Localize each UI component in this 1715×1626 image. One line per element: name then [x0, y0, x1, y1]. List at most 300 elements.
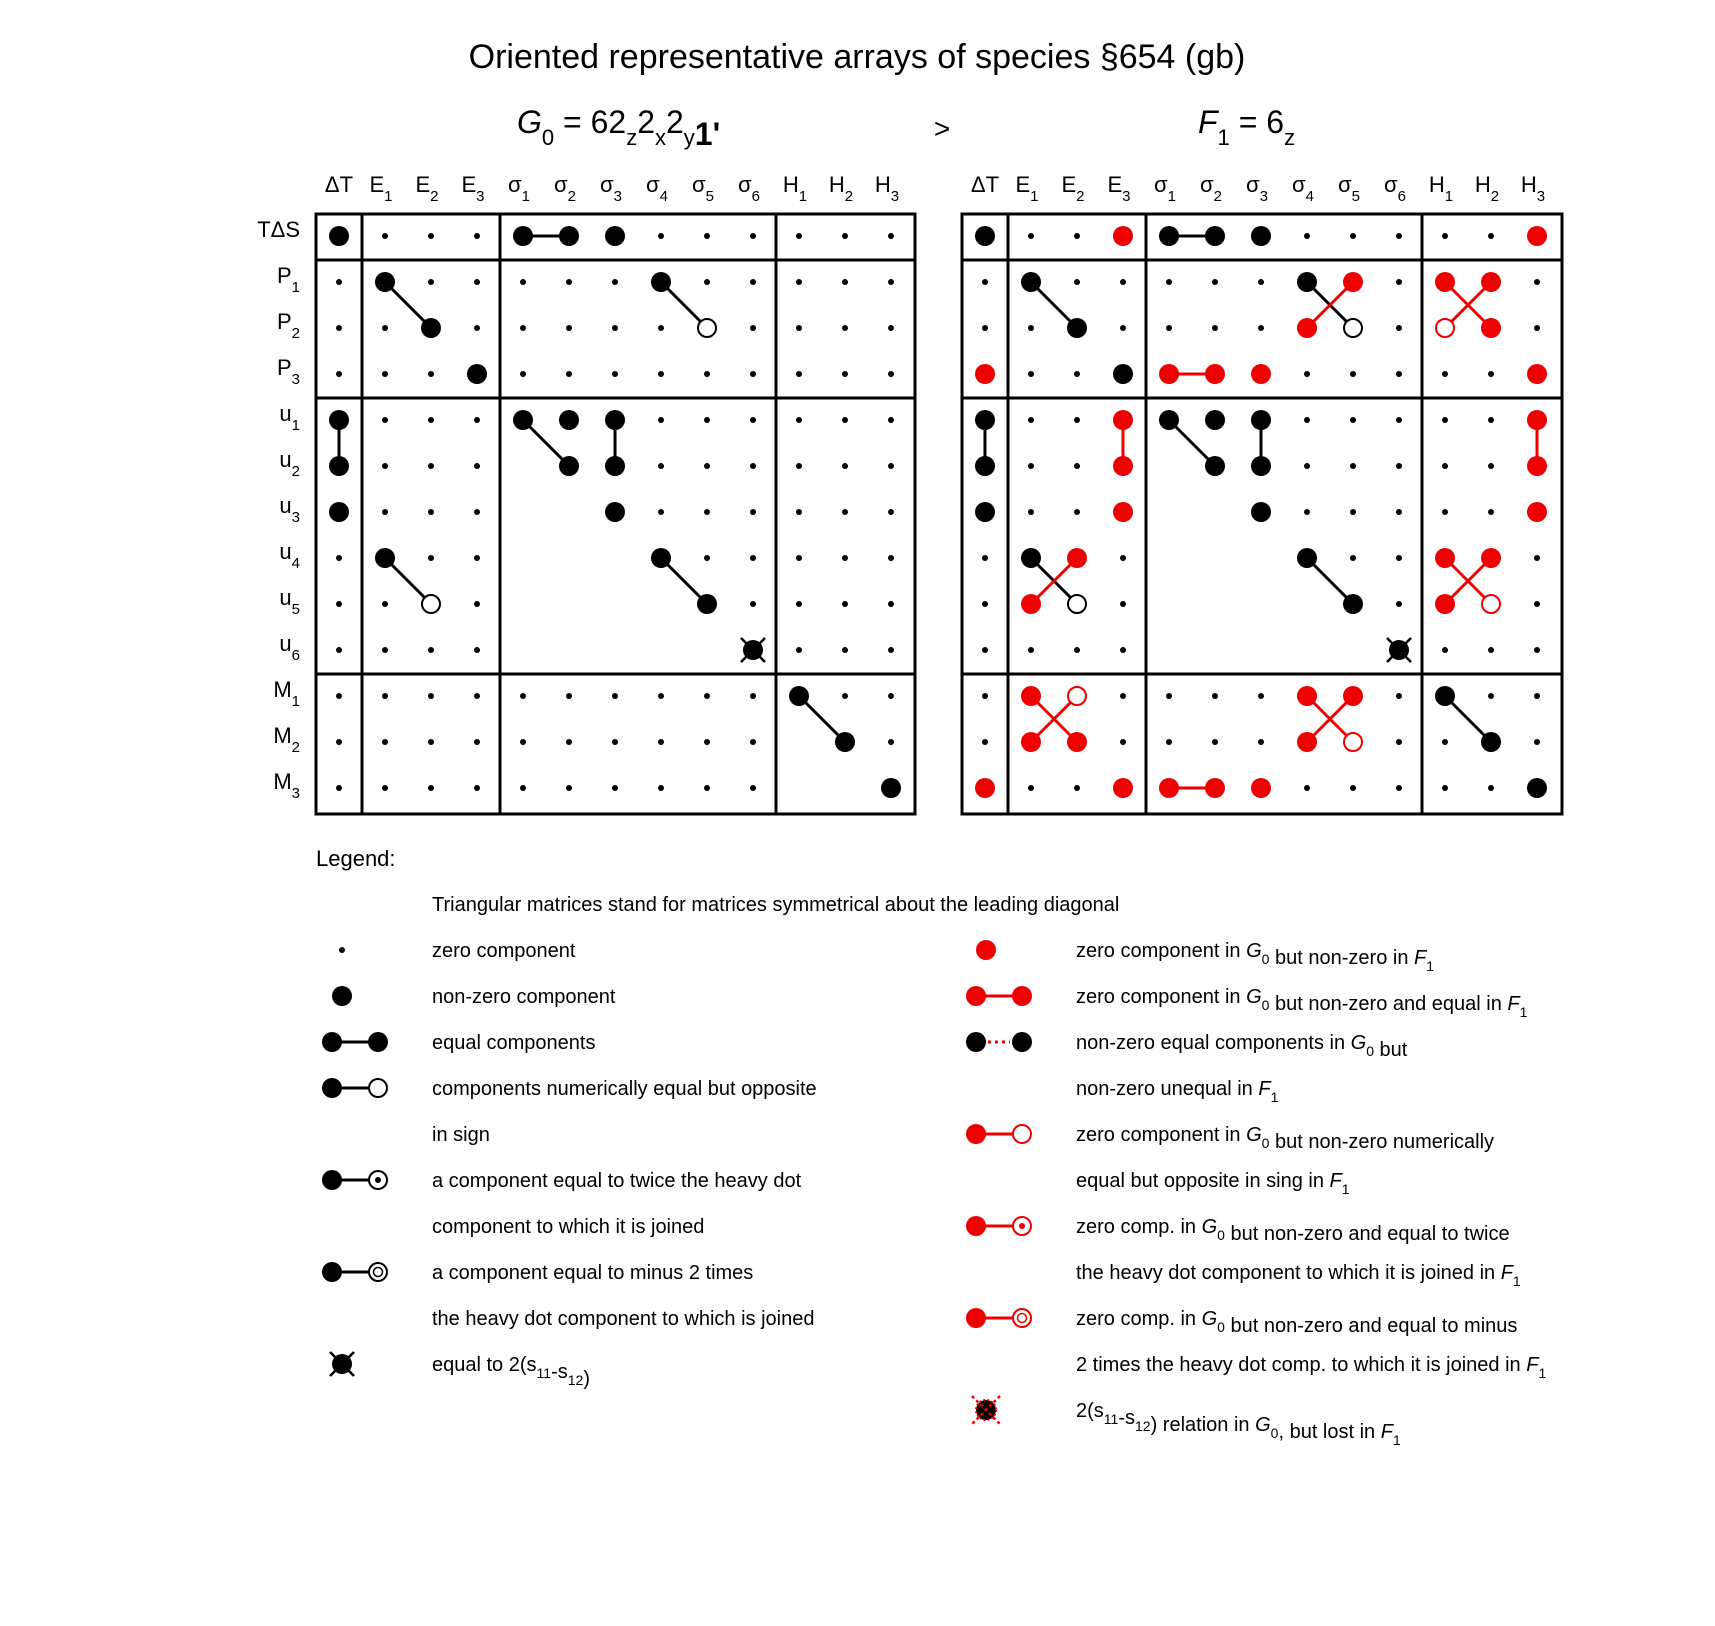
zero-dot — [474, 325, 480, 331]
zero-dot — [1074, 417, 1080, 423]
zero-dot — [982, 647, 988, 653]
nonzero-dot — [1159, 226, 1179, 246]
nonzero-dot — [1343, 594, 1363, 614]
zero-dot — [612, 371, 618, 377]
zero-dot — [428, 509, 434, 515]
nonzero-dot — [1435, 686, 1455, 706]
red-dot — [1021, 732, 1041, 752]
zero-dot — [1350, 463, 1356, 469]
zero-dot — [1534, 647, 1540, 653]
legend-text: zero comp. in $G_0$ but non-zero and equal to twice — [1076, 1216, 1510, 1245]
zero-dot — [842, 371, 848, 377]
legend-text: zero component in $G_0$ but non-zero and equal in $F_1$ — [1076, 986, 1528, 1020]
red-opposite-pair-symbol-end — [1013, 1125, 1031, 1143]
zero-dot — [1166, 279, 1172, 285]
nonzero-dot — [1251, 226, 1271, 246]
opposite-pair-symbol-head — [322, 1078, 342, 1098]
zero-dot — [1350, 785, 1356, 791]
legend-text: equal but opposite in sing in $F_1$ — [1076, 1170, 1350, 1197]
row-label: $M_1$ — [273, 677, 300, 710]
row-label: $P_1$ — [276, 263, 300, 296]
column-header: $E_2$ — [415, 172, 439, 205]
equal-pair-symbol-end — [368, 1032, 388, 1052]
zero-dot — [1350, 509, 1356, 515]
nonzero-dot — [329, 226, 349, 246]
zero-dot — [1212, 739, 1218, 745]
red-dot — [1343, 272, 1363, 292]
red-dot — [1297, 732, 1317, 752]
zero-dot — [750, 463, 756, 469]
zero-dot — [796, 233, 802, 239]
column-header: $E_2$ — [1061, 172, 1085, 205]
zero-dot — [474, 693, 480, 699]
zero-dot — [750, 555, 756, 561]
zero-dot — [888, 693, 894, 699]
red-dot — [1297, 686, 1317, 706]
zero-dot — [888, 279, 894, 285]
zero-dot — [1350, 417, 1356, 423]
nonzero-dot — [605, 502, 625, 522]
zero-dot — [750, 509, 756, 515]
minus-two-pair-symbol-ring — [374, 1268, 383, 1277]
zero-dot — [750, 785, 756, 791]
zero-dot — [520, 279, 526, 285]
red-dot — [1481, 318, 1501, 338]
column-header: $E_3$ — [461, 172, 485, 205]
zero-dot — [1120, 601, 1126, 607]
zero-dot — [1212, 279, 1218, 285]
legend-text: equal components — [432, 1032, 596, 1054]
legend-item — [322, 1170, 802, 1238]
zero-dot — [704, 463, 710, 469]
opposite-dot — [1068, 595, 1086, 613]
zero-dot — [1166, 693, 1172, 699]
zero-dot — [888, 233, 894, 239]
nonzero-dot — [1205, 456, 1225, 476]
right-matrix — [962, 172, 1562, 814]
zero-dot — [1028, 233, 1034, 239]
nonzero-dot — [1067, 318, 1087, 338]
zero-dot — [612, 279, 618, 285]
zero-dot — [842, 693, 848, 699]
zero-dot — [566, 279, 572, 285]
zero-dot — [1350, 371, 1356, 377]
column-header: $\sigma_1$ — [508, 172, 530, 205]
legend-item — [966, 1308, 1546, 1381]
zero-dot — [658, 371, 664, 377]
red-dot — [1527, 226, 1547, 246]
zero-dot — [474, 647, 480, 653]
zero-dot — [1442, 417, 1448, 423]
nonzero-dot — [329, 410, 349, 430]
legend-text: a component equal to minus 2 times — [432, 1262, 754, 1284]
legend-item — [339, 940, 576, 962]
zero-dot — [1120, 279, 1126, 285]
zero-dot — [1212, 693, 1218, 699]
red-minus-two-pair-symbol-ring — [1018, 1314, 1027, 1323]
zero-dot — [474, 417, 480, 423]
column-header: $E_3$ — [1107, 172, 1131, 205]
nonzero-dot — [975, 410, 995, 430]
zero-dot — [842, 463, 848, 469]
group-formula-text: $G_0 = 62_z2_x2_y1'$ — [517, 104, 721, 152]
zero-dot — [842, 279, 848, 285]
zero-dot — [982, 693, 988, 699]
zero-dot — [704, 739, 710, 745]
column-header: $H_2$ — [828, 172, 854, 205]
column-header: $\sigma_3$ — [1246, 172, 1268, 205]
nonzero-dot — [1021, 272, 1041, 292]
zero-dot — [1304, 509, 1310, 515]
zero-dot — [1074, 233, 1080, 239]
red-dot — [1527, 410, 1547, 430]
zero-dot — [888, 601, 894, 607]
zero-dot — [1488, 785, 1494, 791]
column-header: $\sigma_4$ — [646, 172, 668, 205]
red-dot — [1205, 778, 1225, 798]
zero-dot — [382, 739, 388, 745]
zero-dot — [428, 647, 434, 653]
zero-dot — [336, 601, 342, 607]
row-label: $u_2$ — [279, 447, 300, 480]
red-equal-pair-symbol-end — [1012, 986, 1032, 1006]
zero-dot — [1028, 647, 1034, 653]
legend-item — [322, 1032, 595, 1054]
group-formula-text: $F_1 = 6_z$ — [1198, 104, 1296, 150]
red-dot — [1021, 594, 1041, 614]
zero-dot — [1028, 371, 1034, 377]
column-header: $E_1$ — [1015, 172, 1039, 205]
zero-dot — [1350, 233, 1356, 239]
zero-dot — [888, 509, 894, 515]
zero-dot — [658, 233, 664, 239]
nonzero-dot — [975, 226, 995, 246]
nonzero-dot — [1251, 410, 1271, 430]
zero-dot — [1396, 325, 1402, 331]
column-header: $H_3$ — [1520, 172, 1546, 205]
diagram-title: Oriented representative arrays of species §654 (gb) — [468, 38, 1246, 76]
red-dot — [1527, 502, 1547, 522]
zero-dot — [1120, 739, 1126, 745]
zero-dot — [842, 555, 848, 561]
legend-text: equal to $2(s_{11}-s_{12})$ — [432, 1354, 590, 1390]
zero-dot — [1396, 739, 1402, 745]
equal-pair-symbol-head — [322, 1032, 342, 1052]
zero-dot — [1074, 785, 1080, 791]
zero-dot — [336, 325, 342, 331]
red-dot — [1435, 594, 1455, 614]
big-dot-symbol — [332, 986, 352, 1006]
zero-dot — [1028, 325, 1034, 331]
nonzero-dot — [1205, 226, 1225, 246]
zero-dot — [982, 739, 988, 745]
zero-dot — [382, 601, 388, 607]
legend-heading: Legend: — [316, 846, 396, 871]
zero-dot — [1396, 555, 1402, 561]
broken-pair-head — [966, 1032, 986, 1052]
zero-dot — [1534, 279, 1540, 285]
zero-dot — [520, 785, 526, 791]
nonzero-dot — [1021, 548, 1041, 568]
zero-dot — [428, 555, 434, 561]
relation-symbol: > — [933, 113, 951, 144]
legend-text: non-zero equal components in $G_0$ but — [1076, 1032, 1408, 1061]
zero-dot — [1028, 417, 1034, 423]
nonzero-dot — [789, 686, 809, 706]
legend-text: the heavy dot component to which it is joined in $F_1$ — [1076, 1262, 1521, 1289]
red-twice-pair-symbol-head — [966, 1216, 986, 1236]
column-header: $\sigma_6$ — [1384, 172, 1406, 205]
zero-dot — [566, 325, 572, 331]
zero-dot — [382, 371, 388, 377]
zero-dot — [704, 279, 710, 285]
red-opposite-dot — [1344, 733, 1362, 751]
red-dot — [1527, 364, 1547, 384]
twice-pair-symbol-head — [322, 1170, 342, 1190]
nonzero-dot — [835, 732, 855, 752]
zero-dot — [658, 785, 664, 791]
nonzero-dot — [1527, 778, 1547, 798]
zero-dot — [336, 785, 342, 791]
nonzero-dot — [513, 410, 533, 430]
zero-dot — [658, 417, 664, 423]
zero-dot — [1166, 325, 1172, 331]
zero-dot — [1166, 739, 1172, 745]
zero-dot — [1396, 279, 1402, 285]
legend-text: 2 times the heavy dot comp. to which it is joined in $F_1$ — [1076, 1354, 1547, 1381]
zero-dot — [1442, 647, 1448, 653]
zero-dot — [704, 509, 710, 515]
zero-dot — [796, 417, 802, 423]
zero-dot — [428, 693, 434, 699]
nonzero-dot — [881, 778, 901, 798]
nonzero-dot — [421, 318, 441, 338]
opposite-pair-symbol-end — [369, 1079, 387, 1097]
nonzero-dot — [559, 226, 579, 246]
zero-dot — [1442, 233, 1448, 239]
zero-dot — [382, 417, 388, 423]
nonzero-dot — [329, 456, 349, 476]
nonzero-dot — [975, 502, 995, 522]
red-opposite-dot — [1068, 687, 1086, 705]
nonzero-dot — [375, 272, 395, 292]
nonzero-dot — [697, 594, 717, 614]
red-dot — [1435, 272, 1455, 292]
nonzero-dot — [1205, 410, 1225, 430]
zero-dot — [796, 371, 802, 377]
row-label: TΔS — [257, 217, 300, 242]
zero-dot — [612, 785, 618, 791]
red-dot — [1159, 778, 1179, 798]
zero-dot — [1534, 325, 1540, 331]
column-header: $H_2$ — [1474, 172, 1500, 205]
zero-dot — [796, 601, 802, 607]
column-header: $\sigma_4$ — [1292, 172, 1314, 205]
zero-dot — [520, 325, 526, 331]
row-label: $u_6$ — [279, 631, 300, 664]
zero-dot — [982, 325, 988, 331]
zero-dot — [796, 279, 802, 285]
red-dot — [1251, 364, 1271, 384]
red-dot — [1343, 686, 1363, 706]
legend-item — [966, 1216, 1521, 1289]
legend-text: in sign — [432, 1124, 490, 1146]
zero-dot — [1488, 509, 1494, 515]
zero-dot — [750, 325, 756, 331]
zero-dot — [750, 279, 756, 285]
zero-dot — [704, 233, 710, 239]
red-dot — [1113, 502, 1133, 522]
zero-dot — [1028, 463, 1034, 469]
legend-text: components numerically equal but opposite — [432, 1078, 817, 1100]
zero-dot — [1258, 739, 1264, 745]
broken-pair-end — [1012, 1032, 1032, 1052]
zero-dot — [1350, 555, 1356, 561]
zero-dot — [750, 601, 756, 607]
legend-text: zero component in $G_0$ but non-zero in $F_1$ — [1076, 940, 1435, 974]
zero-dot — [888, 739, 894, 745]
zero-dot — [520, 693, 526, 699]
zero-dot — [474, 739, 480, 745]
zero-dot — [1488, 371, 1494, 377]
zero-dot — [1074, 371, 1080, 377]
zero-dot — [750, 693, 756, 699]
zero-dot — [1396, 233, 1402, 239]
zero-dot — [1396, 371, 1402, 377]
zero-dot — [842, 417, 848, 423]
legend-item — [966, 986, 1528, 1020]
small-dot-symbol — [339, 947, 345, 953]
legend-text: $2(s_{11}-s_{12})$ relation in $G_0$, but lost in $F_1$ — [1076, 1400, 1401, 1448]
red-opposite-pair-symbol-head — [966, 1124, 986, 1144]
zero-dot — [1534, 693, 1540, 699]
red-dot — [1113, 778, 1133, 798]
zero-dot — [1258, 279, 1264, 285]
red-dot — [1435, 548, 1455, 568]
zero-dot — [336, 693, 342, 699]
zero-dot — [428, 739, 434, 745]
opposite-dot — [698, 319, 716, 337]
zero-dot — [566, 371, 572, 377]
zero-dot — [1442, 785, 1448, 791]
nonzero-dot — [1297, 272, 1317, 292]
nonzero-dot — [605, 410, 625, 430]
zero-dot — [1488, 647, 1494, 653]
zero-dot — [796, 509, 802, 515]
legend-text: the heavy dot component to which is joined — [432, 1308, 815, 1330]
red-dot — [1205, 364, 1225, 384]
zero-dot — [1488, 233, 1494, 239]
zero-dot — [336, 371, 342, 377]
red-dot — [1481, 272, 1501, 292]
zero-dot — [982, 279, 988, 285]
zero-dot — [1120, 647, 1126, 653]
column-header: ΔT — [324, 172, 354, 197]
column-header: $H_1$ — [782, 172, 808, 205]
nonzero-dot — [1159, 410, 1179, 430]
legend-item — [976, 940, 1434, 974]
zero-dot — [796, 325, 802, 331]
red-dot — [975, 364, 995, 384]
red-twice-pair-symbol-center — [1019, 1223, 1025, 1229]
zero-dot — [382, 509, 388, 515]
nonzero-dot — [1481, 732, 1501, 752]
zero-dot — [474, 601, 480, 607]
row-label: $u_4$ — [279, 539, 300, 572]
red-minus-two-pair-symbol-head — [966, 1308, 986, 1328]
zero-dot — [1488, 463, 1494, 469]
legend-text: component to which it is joined — [432, 1216, 705, 1238]
zero-dot — [336, 647, 342, 653]
zero-dot — [382, 233, 388, 239]
left-matrix — [316, 172, 915, 814]
nonzero-dot — [467, 364, 487, 384]
zero-dot — [382, 785, 388, 791]
zero-dot — [1534, 739, 1540, 745]
column-header: $H_3$ — [874, 172, 900, 205]
zero-dot — [658, 325, 664, 331]
zero-dot — [1074, 647, 1080, 653]
zero-dot — [520, 739, 526, 745]
nonzero-dot — [1251, 456, 1271, 476]
column-header: ΔT — [970, 172, 1000, 197]
row-label: $P_3$ — [276, 355, 300, 388]
column-header: $\sigma_6$ — [738, 172, 760, 205]
zero-dot — [566, 693, 572, 699]
zero-dot — [428, 233, 434, 239]
zero-dot — [1258, 325, 1264, 331]
zero-dot — [982, 601, 988, 607]
row-label: $M_3$ — [273, 769, 300, 802]
zero-dot — [888, 371, 894, 377]
legend-text: non-zero unequal in $F_1$ — [1076, 1078, 1279, 1105]
column-header: $\sigma_5$ — [1338, 172, 1360, 205]
zero-dot — [1534, 601, 1540, 607]
zero-dot — [704, 417, 710, 423]
zero-dot — [474, 785, 480, 791]
zero-dot — [658, 463, 664, 469]
zero-dot — [750, 233, 756, 239]
nonzero-dot — [605, 456, 625, 476]
nonzero-dot — [975, 456, 995, 476]
zero-dot — [888, 325, 894, 331]
zero-dot — [474, 463, 480, 469]
red-dot — [1067, 548, 1087, 568]
zero-dot — [520, 371, 526, 377]
zero-dot — [474, 279, 480, 285]
zero-dot — [1304, 417, 1310, 423]
zero-dot — [842, 509, 848, 515]
zero-dot — [1442, 509, 1448, 515]
zero-dot — [1120, 325, 1126, 331]
zero-dot — [750, 371, 756, 377]
legend-text: non-zero component — [432, 986, 616, 1008]
zero-dot — [1396, 693, 1402, 699]
nonzero-dot — [1251, 502, 1271, 522]
legend-text: zero component in $G_0$ but non-zero numerically — [1076, 1124, 1495, 1153]
column-header: $\sigma_2$ — [554, 172, 576, 205]
red-opposite-dot — [1482, 595, 1500, 613]
zero-dot — [842, 233, 848, 239]
red-dot — [1113, 226, 1133, 246]
row-label: $u_1$ — [279, 401, 300, 434]
red-dot — [1113, 410, 1133, 430]
zero-dot — [336, 555, 342, 561]
zero-dot — [428, 463, 434, 469]
zero-dot — [1212, 325, 1218, 331]
legend-text: a component equal to twice the heavy dot — [432, 1170, 802, 1192]
legend-item — [972, 1396, 1401, 1448]
